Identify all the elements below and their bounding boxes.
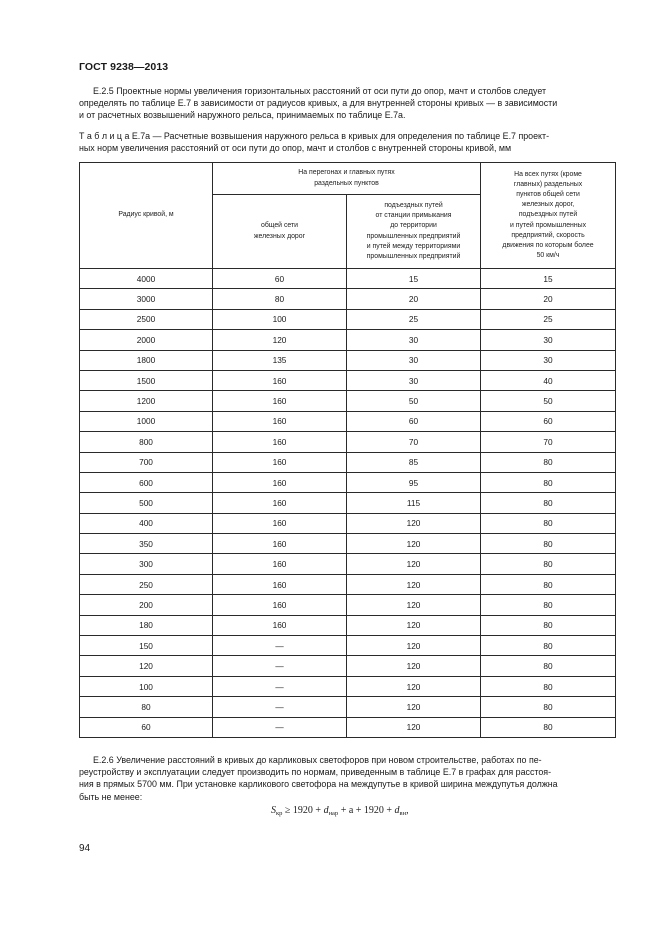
table-cell: 120 (347, 636, 481, 656)
table-row (80, 595, 616, 615)
table-cell: 80 (481, 595, 616, 615)
table-cell: 80 (481, 656, 616, 676)
table-cell: 160 (213, 513, 347, 533)
table-row (80, 289, 616, 309)
table-cell: 80 (80, 697, 213, 717)
text-line: ния в прямых 5700 мм. При установке карликового светофора на междупутье в кривой ширина междупутья должна (79, 779, 558, 790)
table-cell: 70 (481, 432, 616, 452)
table-cell: 60 (80, 717, 213, 737)
table-cell: 20 (347, 289, 481, 309)
table-cell: 120 (80, 656, 213, 676)
table-cell: 25 (347, 309, 481, 329)
table-cell: 3000 (80, 289, 213, 309)
table-cell: 500 (80, 493, 213, 513)
table-cell: 80 (481, 554, 616, 574)
table-cell: 160 (213, 391, 347, 411)
document-code: ГОСТ 9238—2013 (79, 61, 169, 73)
table-cell: — (213, 676, 347, 696)
table-cell: 160 (213, 432, 347, 452)
table-cell: 120 (347, 595, 481, 615)
text-line: быть не менее: (79, 791, 143, 802)
table-cell: 350 (80, 534, 213, 554)
table-cell: 80 (481, 472, 616, 492)
table-cell: 100 (213, 309, 347, 329)
table-cell: 400 (80, 513, 213, 533)
table-cell: 30 (481, 350, 616, 370)
table-cell: 120 (347, 676, 481, 696)
page-number: 94 (79, 843, 91, 854)
table-row (80, 676, 616, 696)
table-cell: 80 (481, 676, 616, 696)
table-cell: 120 (347, 717, 481, 737)
table-cell: 120 (347, 534, 481, 554)
header-sidings: подъездных путей от станции примыкания до территории промышленных предприятий и путей между территориями промышленных предприятий (347, 195, 481, 269)
table-row (80, 656, 616, 676)
table-row (80, 574, 616, 594)
table-cell: 95 (347, 472, 481, 492)
table-row (80, 309, 616, 329)
table-body (80, 269, 616, 738)
table-row (80, 350, 616, 370)
table-cell: 30 (347, 330, 481, 350)
table-cell: — (213, 636, 347, 656)
table-row (80, 513, 616, 533)
table-cell: 30 (481, 330, 616, 350)
header-general-network: общей сети железных дорог (213, 195, 347, 269)
table-cell: 50 (481, 391, 616, 411)
table-cell: 180 (80, 615, 213, 635)
table-row (80, 534, 616, 554)
table-cell: 1000 (80, 411, 213, 431)
table-cell: — (213, 697, 347, 717)
table-cell: 15 (481, 269, 616, 289)
table-cell: 600 (80, 472, 213, 492)
table-cell: 2500 (80, 309, 213, 329)
table-row (80, 269, 616, 289)
table-cell: 15 (347, 269, 481, 289)
table-row (80, 615, 616, 635)
table-cell: 700 (80, 452, 213, 472)
table-row (80, 554, 616, 574)
table-cell: 25 (481, 309, 616, 329)
header-group-main-tracks: На перегонах и главных путях раздельных пунктов (213, 163, 481, 195)
table-row (80, 370, 616, 390)
table-cell: 40 (481, 370, 616, 390)
table-cell: 160 (213, 554, 347, 574)
paragraph-e-2-6 (79, 754, 615, 803)
table-cell: 250 (80, 574, 213, 594)
table-cell: — (213, 656, 347, 676)
elevation-table (79, 162, 616, 738)
table-cell: 120 (347, 656, 481, 676)
table-row (80, 411, 616, 431)
text-line: ных норм увеличения расстояний от оси пути до опор, мачт и столбов с внутренней стороны кривой, мм (79, 143, 512, 154)
table-cell: 60 (481, 411, 616, 431)
table-cell: 4000 (80, 269, 213, 289)
table-row (80, 493, 616, 513)
table-cell: 1500 (80, 370, 213, 390)
table-cell: 160 (213, 472, 347, 492)
table-row (80, 391, 616, 411)
table-cell: 135 (213, 350, 347, 370)
table-cell: 1200 (80, 391, 213, 411)
text-line: Е.2.6 Увеличение расстояний в кривых до карликовых светофоров при новом строительстве, работах по пе- (93, 755, 542, 765)
table-cell: 60 (213, 269, 347, 289)
table-cell: 80 (481, 636, 616, 656)
table-cell: 160 (213, 534, 347, 554)
table-cell: 120 (347, 513, 481, 533)
table-cell: 80 (481, 493, 616, 513)
table-cell: 20 (481, 289, 616, 309)
table-cell: 85 (347, 452, 481, 472)
table-row (80, 697, 616, 717)
table-cell: 115 (347, 493, 481, 513)
text-line: Т а б л и ц а Е.7а — Расчетные возвышения наружного рельса в кривых для определения по таблице Е.7 проект- (79, 131, 550, 141)
table-cell: 80 (213, 289, 347, 309)
table-row (80, 717, 616, 737)
table-row (80, 432, 616, 452)
table-cell: 120 (347, 554, 481, 574)
table-cell: 160 (213, 595, 347, 615)
table-cell: 200 (80, 595, 213, 615)
table-cell: 800 (80, 432, 213, 452)
table-cell: — (213, 717, 347, 737)
table-row (80, 636, 616, 656)
table-cell: 160 (213, 574, 347, 594)
table-cell: 150 (80, 636, 213, 656)
table-cell: 70 (347, 432, 481, 452)
table-cell: 80 (481, 615, 616, 635)
text-line: реустройству и эксплуатации следует производить по нормам, приведенным в таблице Е.7 в графах для расстоя- (79, 767, 552, 778)
table-cell: 160 (213, 411, 347, 431)
table-cell: 120 (347, 697, 481, 717)
table-cell: 120 (213, 330, 347, 350)
paragraph-e-2-5 (79, 85, 615, 122)
table-cell: 80 (481, 574, 616, 594)
table-row (80, 472, 616, 492)
table-cell: 160 (213, 615, 347, 635)
table-cell: 160 (213, 493, 347, 513)
formula: $S_{кр} \ge 1920 + d_{нар} + a + 1920 + d_{вн}$, (271, 805, 409, 817)
table-cell: 120 (347, 574, 481, 594)
table-cell: 80 (481, 534, 616, 554)
text-line: Е.2.5 Проектные нормы увеличения горизонтальных расстояний от оси пути до опор, мачт и столбов следует (93, 86, 547, 96)
table-cell: 80 (481, 452, 616, 472)
table-caption (79, 130, 615, 154)
table-cell: 2000 (80, 330, 213, 350)
table-cell: 80 (481, 717, 616, 737)
header-radius: Радиус кривой, м (80, 163, 213, 269)
table-cell: 60 (347, 411, 481, 431)
table-row (80, 452, 616, 472)
table-cell: 30 (347, 370, 481, 390)
table-cell: 1800 (80, 350, 213, 370)
table-cell: 30 (347, 350, 481, 370)
table-cell: 80 (481, 697, 616, 717)
table-cell: 50 (347, 391, 481, 411)
table-cell: 160 (213, 370, 347, 390)
table-cell: 120 (347, 615, 481, 635)
table-cell: 160 (213, 452, 347, 472)
text-line: и от расчетных возвышений наружного рельса, принимаемых по таблице Е.7а. (79, 110, 406, 121)
text-line: определять по таблице Е.7 в зависимости от радиусов кривых, а для внутренней стороны кривых — в зависимости (79, 98, 558, 109)
table-cell: 300 (80, 554, 213, 574)
table-cell: 100 (80, 676, 213, 696)
table-cell: 80 (481, 513, 616, 533)
header-all-tracks: На всех путях (кроме главных) раздельных пунктов общей сети железных дорог, подъездных путей и путей промышленных предприятий, скорость движения по которым более 50 км/ч (481, 163, 616, 269)
table-row (80, 330, 616, 350)
